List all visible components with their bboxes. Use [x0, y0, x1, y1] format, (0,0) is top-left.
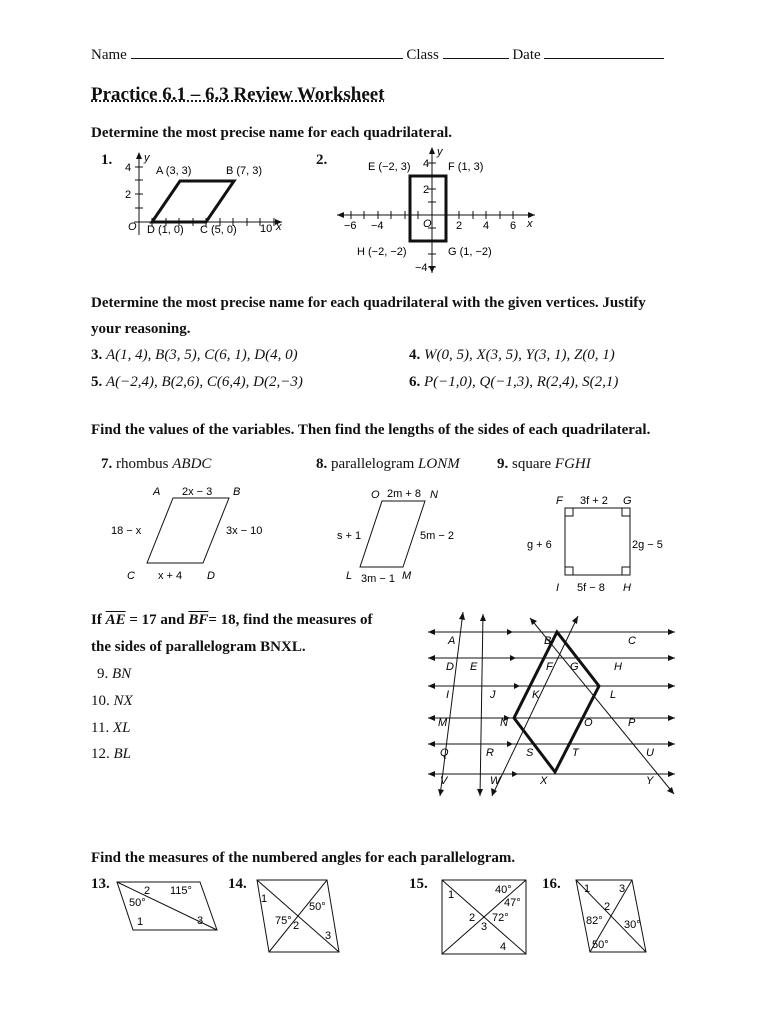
angle-47: 47°	[504, 897, 521, 909]
origin-label: O	[128, 221, 137, 233]
x-tick-4: 4	[483, 220, 490, 232]
label-d: D	[446, 661, 454, 673]
item-number: 9.	[97, 666, 109, 682]
angle-2: 2	[604, 901, 611, 913]
graph-problem-2	[335, 145, 545, 275]
vertex-i: I	[556, 582, 560, 594]
section2-instruction-line1: Determine the most precise name for each quadrilateral with the given vertices. Justify	[91, 295, 646, 311]
label-q: Q	[440, 747, 449, 759]
vertex-g: G	[623, 495, 632, 507]
quadrilateral-abcd	[152, 181, 234, 222]
item-bn	[97, 666, 131, 683]
label-b: B	[544, 635, 552, 647]
intro-eq2: = 18, find the measures of	[208, 612, 373, 628]
problem-15-number: 15.	[409, 876, 428, 892]
vertex-m: M	[402, 570, 412, 582]
angle-1: 1	[584, 883, 591, 895]
side-bottom: 5f − 8	[577, 582, 605, 594]
problem-9-label: square	[512, 456, 552, 472]
label-t: T	[572, 747, 579, 759]
problem-1-number: 1.	[101, 152, 113, 168]
angle-3: 3	[481, 921, 488, 933]
point-d-label: D (1, 0)	[147, 224, 184, 236]
problem-6-number: 6.	[409, 374, 421, 390]
item-xl	[91, 720, 130, 737]
label-c: C	[628, 635, 636, 647]
label-y: Y	[646, 775, 654, 787]
vertex-c: C	[127, 570, 135, 582]
problem-13-number: 13.	[91, 876, 110, 892]
figure-rhombus-abdc	[105, 480, 285, 585]
section3-instruction: Find the values of the variables. Then find the lengths of the sides of each quadrilateral.	[91, 422, 651, 438]
label-r: R	[486, 747, 494, 759]
problem-4-number: 4.	[409, 347, 421, 363]
angle-2: 2	[469, 912, 476, 924]
problem-5	[91, 374, 303, 391]
x-tick-10: 10	[260, 223, 273, 235]
angle-3: 3	[325, 930, 332, 942]
problem-7-heading	[101, 456, 211, 473]
label-x: X	[540, 775, 548, 787]
x-axis-label: x	[276, 221, 282, 233]
problem-8-name: LONM	[418, 456, 460, 472]
problem-3-text: A(1, 4), B(3, 5), C(6, 1), D(4, 0)	[106, 347, 298, 363]
angle-82: 82°	[586, 915, 603, 927]
angle-72: 72°	[492, 912, 509, 924]
side-left: s + 1	[337, 530, 362, 542]
problem-9-name: FGHI	[554, 456, 591, 472]
figure-problem-15	[440, 878, 540, 958]
item-number: 12.	[91, 746, 110, 762]
label-s: S	[526, 747, 534, 759]
side-bottom: 3m − 1	[361, 573, 395, 585]
class-label: Class	[406, 47, 439, 63]
angle-40: 40°	[495, 884, 512, 896]
problem-3	[91, 347, 298, 364]
vertex-f: F	[556, 495, 563, 507]
side-top: 2x − 3	[182, 486, 213, 498]
label-e: E	[470, 661, 478, 673]
side-top: 3f + 2	[580, 495, 608, 507]
label-m: M	[438, 717, 448, 729]
vertex-l: L	[346, 570, 353, 582]
side-left: 18 − x	[111, 525, 142, 537]
label-a: A	[448, 635, 456, 647]
problem-7-label: rhombus	[116, 456, 169, 472]
label-p: P	[628, 717, 636, 729]
point-f-label: F (1, 3)	[448, 161, 484, 173]
section5-instruction: Find the measures of the numbered angles for each parallelogram.	[91, 850, 516, 866]
segment-bf: $\overline{BF}$	[188, 612, 209, 628]
name-label: Name	[91, 47, 127, 63]
label-h: H	[614, 661, 622, 673]
x-axis-label: x	[527, 218, 533, 230]
label-i: I	[446, 689, 450, 701]
date-field[interactable]	[544, 46, 664, 59]
intro-eq1: = 17 and	[129, 612, 185, 628]
label-o: O	[584, 717, 593, 729]
class-field[interactable]	[443, 46, 509, 59]
problem-16-number: 16.	[542, 876, 561, 892]
section4-intro-line2: the sides of parallelogram BNXL.	[91, 639, 306, 655]
figure-problem-16	[574, 878, 654, 958]
label-n: N	[500, 717, 508, 729]
problem-9-heading	[497, 456, 591, 473]
graph-problem-1	[120, 150, 290, 240]
vertex-a: A	[153, 486, 161, 498]
name-field[interactable]	[131, 46, 403, 59]
problem-8-number: 8.	[316, 456, 328, 472]
label-f: F	[546, 661, 553, 673]
point-h-label: H (−2, −2)	[357, 246, 407, 258]
section4-intro-line1	[91, 612, 372, 629]
vertex-h: H	[623, 582, 631, 594]
angle-115: 115°	[170, 885, 192, 897]
item-segment: BL	[113, 746, 132, 762]
segment-ae: $\overline{AE}$	[105, 612, 126, 628]
y-axis-label: y	[437, 146, 443, 158]
y-tick-4: 4	[423, 158, 430, 170]
angle-30: 30°	[624, 919, 641, 931]
angle-75: 75°	[275, 915, 292, 927]
angle-1: 1	[448, 889, 455, 901]
problem-6	[409, 374, 618, 391]
angle-3: 3	[197, 915, 204, 927]
vertex-n: N	[430, 489, 438, 501]
y-tick-4: 4	[125, 162, 132, 174]
side-left: g + 6	[527, 539, 552, 551]
angle-2: 2	[144, 885, 151, 897]
problem-5-text: A(−2,4), B(2,6), C(6,4), D(2,−3)	[106, 374, 303, 390]
y-axis-label: y	[144, 152, 150, 164]
intro-prefix: If	[91, 612, 102, 628]
problem-9-number: 9.	[497, 456, 509, 472]
label-l: L	[610, 689, 617, 701]
point-g-label: G (1, −2)	[448, 246, 492, 258]
problem-6-text: P(−1,0), Q(−1,3), R(2,4), S(2,1)	[424, 374, 619, 390]
x-tick-neg4: −4	[371, 220, 384, 232]
point-c-label: C (5, 0)	[200, 224, 237, 236]
point-e-label: E (−2, 3)	[368, 161, 411, 173]
angle-50: 50°	[592, 939, 609, 951]
label-w: W	[490, 775, 501, 787]
angle-1: 1	[137, 916, 144, 928]
side-bottom: x + 4	[158, 570, 183, 582]
label-g: G	[570, 661, 579, 673]
angle-50: 50°	[129, 897, 146, 909]
problem-7-name: ABDC	[172, 456, 212, 472]
angle-1: 1	[261, 893, 268, 905]
figure-problem-14	[255, 878, 345, 958]
y-tick-2: 2	[423, 184, 430, 196]
header-line	[91, 46, 664, 64]
problem-7-number: 7.	[101, 456, 113, 472]
label-u: U	[646, 747, 654, 759]
angle-4: 4	[500, 941, 507, 953]
item-nx	[91, 693, 133, 710]
side-right: 3x − 10	[226, 525, 263, 537]
x-tick-6: 6	[510, 220, 517, 232]
figure-square-fghi	[525, 490, 675, 600]
label-v: V	[440, 775, 448, 787]
y-tick-neg4: −4	[415, 262, 428, 274]
section2-instruction-line2: your reasoning.	[91, 321, 191, 337]
vertex-b: B	[233, 486, 241, 498]
point-b-label: B (7, 3)	[226, 165, 263, 177]
x-tick-neg6: −6	[344, 220, 357, 232]
item-number: 11.	[91, 720, 110, 736]
angle-50: 50°	[309, 901, 326, 913]
problem-4	[409, 347, 615, 364]
x-tick-2: 2	[456, 220, 463, 232]
item-segment: BN	[112, 666, 132, 682]
label-k: K	[532, 689, 540, 701]
figure-parallel-lines	[420, 604, 680, 800]
problem-8-label: parallelogram	[331, 456, 415, 472]
problem-4-text: W(0, 5), X(3, 5), Y(3, 1), Z(0, 1)	[424, 347, 615, 363]
vertex-d: D	[207, 570, 215, 582]
item-segment: XL	[112, 720, 131, 736]
vertex-o: O	[371, 489, 380, 501]
date-label: Date	[512, 47, 541, 63]
origin-label: O	[423, 218, 432, 230]
item-number: 10.	[91, 693, 110, 709]
side-right: 2g − 5	[632, 539, 663, 551]
side-top: 2m + 8	[387, 488, 421, 500]
section1-instruction: Determine the most precise name for each quadrilateral.	[91, 125, 453, 141]
y-tick-2: 2	[125, 189, 132, 201]
figure-parallelogram-lonm	[335, 483, 475, 588]
worksheet-title: Practice 6.1 – 6.3 Review Worksheet	[91, 84, 385, 105]
label-j: J	[490, 689, 496, 701]
problem-14-number: 14.	[228, 876, 247, 892]
problem-8-heading	[316, 456, 460, 473]
figure-problem-13	[115, 878, 225, 938]
angle-2: 2	[293, 920, 300, 932]
problem-2-number: 2.	[316, 152, 328, 168]
problem-3-number: 3.	[91, 347, 103, 363]
side-right: 5m − 2	[420, 530, 454, 542]
angle-3: 3	[619, 883, 626, 895]
problem-5-number: 5.	[91, 374, 103, 390]
item-segment: NX	[113, 693, 133, 709]
point-a-label: A (3, 3)	[156, 165, 192, 177]
item-bl	[91, 746, 131, 763]
